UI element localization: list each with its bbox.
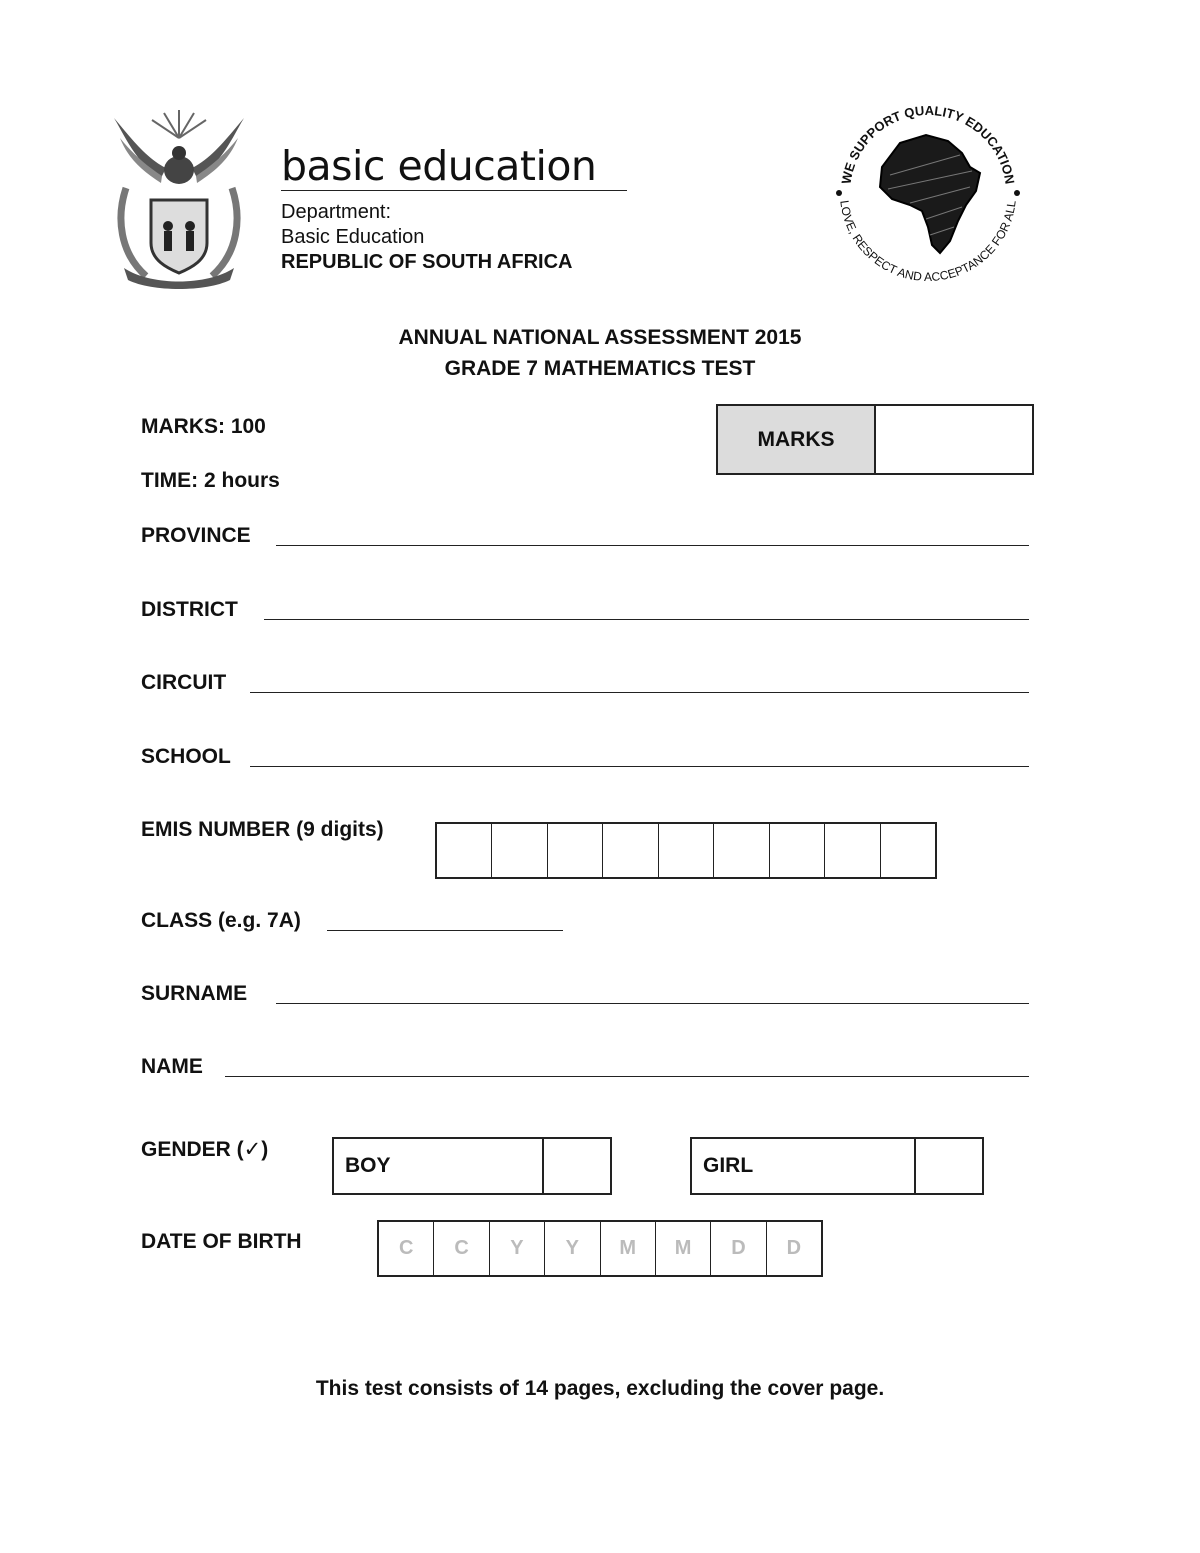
emis-digit-box[interactable]: [437, 824, 491, 877]
svg-text:WE SUPPORT QUALITY EDUCATION: WE SUPPORT QUALITY EDUCATION: [838, 102, 1018, 186]
footer-note: This test consists of 14 pages, excluding the cover page.: [315, 1377, 885, 1400]
province-field[interactable]: [276, 545, 1029, 546]
marks-box-value[interactable]: [876, 406, 1032, 473]
surname-field[interactable]: [276, 1003, 1029, 1004]
gender-boy-checkbox[interactable]: [544, 1139, 610, 1193]
gender-girl-checkbox[interactable]: [916, 1139, 982, 1193]
gender-girl-box[interactable]: [690, 1137, 984, 1195]
province-label: PROVINCE: [141, 524, 251, 547]
emis-digit-box[interactable]: [491, 824, 546, 877]
dob-boxes[interactable]: [377, 1220, 823, 1277]
dob-label: DATE OF BIRTH: [141, 1230, 302, 1253]
svg-text:LOVE, RESPECT AND ACCEPTANCE F: LOVE, RESPECT AND ACCEPTANCE FOR ALL: [837, 199, 1019, 285]
gender-girl-label: GIRL: [692, 1139, 916, 1193]
circuit-label: CIRCUIT: [141, 671, 227, 694]
dob-digit-box[interactable]: Y: [544, 1222, 599, 1275]
emis-digit-box[interactable]: [769, 824, 824, 877]
marks-box: [716, 404, 1034, 475]
dob-digit-box[interactable]: Y: [489, 1222, 544, 1275]
district-field[interactable]: [264, 619, 1029, 620]
emis-digit-box[interactable]: [658, 824, 713, 877]
brand-underline: [281, 190, 627, 191]
emis-digit-box[interactable]: [547, 824, 602, 877]
school-label: SCHOOL: [141, 745, 231, 768]
title-line-1: ANNUAL NATIONAL ASSESSMENT 2015: [398, 326, 802, 349]
dept-line-3: REPUBLIC OF SOUTH AFRICA: [281, 251, 573, 273]
surname-label: SURNAME: [141, 982, 248, 1005]
dept-line-2: Basic Education: [281, 226, 425, 248]
dob-digit-box[interactable]: C: [433, 1222, 488, 1275]
district-label: DISTRICT: [141, 598, 238, 621]
dept-line-1: Department:: [281, 201, 392, 223]
emis-digit-box[interactable]: [880, 824, 935, 877]
coat-of-arms-logo: [106, 108, 252, 290]
emis-number-boxes[interactable]: [435, 822, 937, 879]
time-allowed: TIME: 2 hours: [141, 469, 280, 492]
quality-education-seal: [830, 95, 1026, 291]
circuit-field[interactable]: [250, 692, 1029, 693]
gender-boy-box[interactable]: [332, 1137, 612, 1195]
gender-boy-label: BOY: [334, 1139, 544, 1193]
emis-digit-box[interactable]: [824, 824, 879, 877]
emis-digit-box[interactable]: [602, 824, 657, 877]
emis-label: EMIS NUMBER (9 digits): [141, 818, 384, 841]
dob-digit-box[interactable]: D: [710, 1222, 765, 1275]
marks-total: MARKS: 100: [141, 415, 266, 438]
dob-digit-box[interactable]: M: [655, 1222, 710, 1275]
title-line-2: GRADE 7 MATHEMATICS TEST: [444, 357, 756, 380]
emis-digit-box[interactable]: [713, 824, 768, 877]
name-label: NAME: [141, 1055, 203, 1078]
dob-digit-box[interactable]: C: [398, 1237, 414, 1259]
dob-digit-box[interactable]: D: [766, 1222, 821, 1275]
gender-label: GENDER (✓): [141, 1138, 269, 1161]
name-field[interactable]: [225, 1076, 1029, 1077]
school-field[interactable]: [250, 766, 1029, 767]
marks-box-label: MARKS: [718, 406, 876, 473]
dob-digit-box[interactable]: M: [600, 1222, 655, 1275]
brand-title: basic education: [281, 142, 597, 190]
class-label: CLASS (e.g. 7A): [141, 909, 301, 932]
class-field[interactable]: [327, 930, 563, 931]
